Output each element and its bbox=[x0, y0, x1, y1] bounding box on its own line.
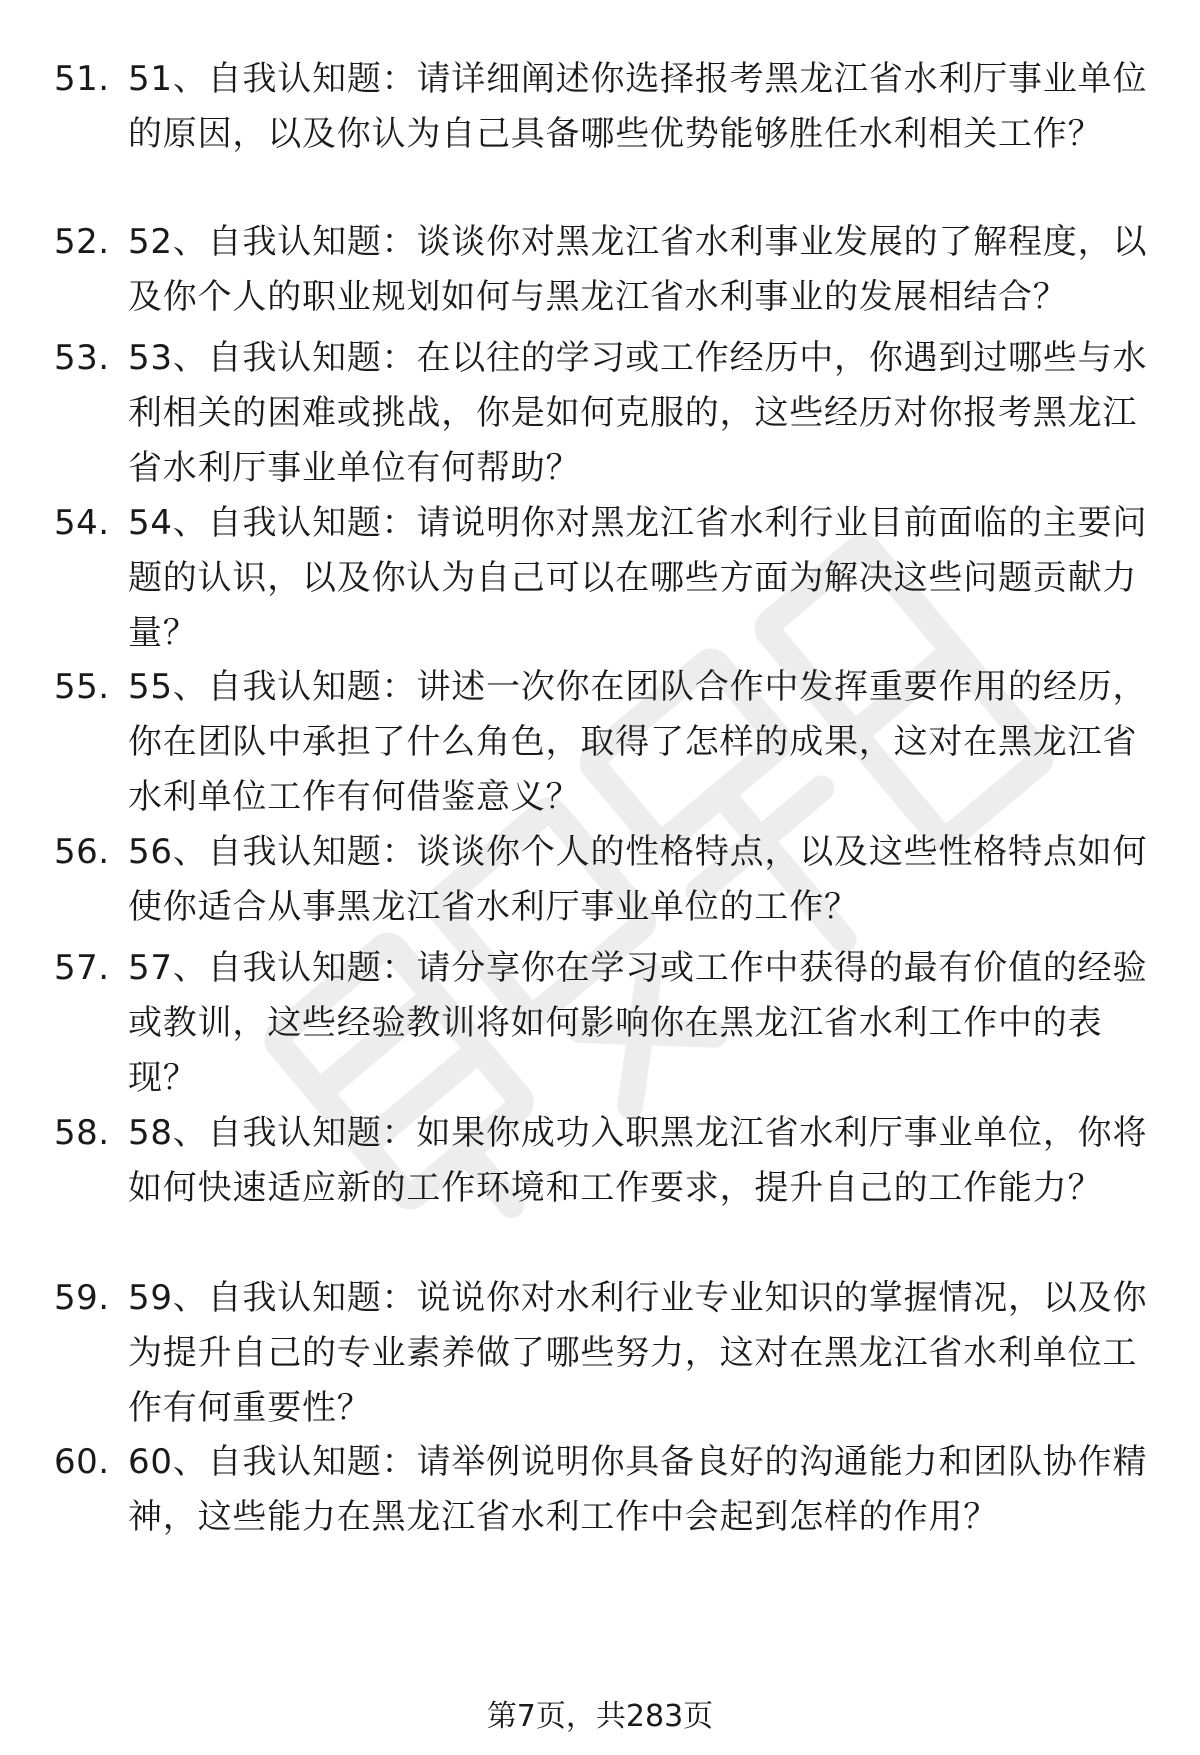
question-number: 60. bbox=[54, 1442, 110, 1482]
question-number: 52. bbox=[54, 222, 110, 262]
question-number: 55. bbox=[54, 667, 110, 707]
question-text: 51、自我认知题：请详细阐述你选择报考黑龙江省水利厅事业单位的原因，以及你认为自己具备哪些优势能够胜任水利相关工作？ bbox=[128, 59, 1148, 154]
page-footer: 第7页，共283页 bbox=[486, 1699, 714, 1734]
question-number: 51. bbox=[54, 59, 110, 99]
question-text: 57、自我认知题：请分享你在学习或工作中获得的最有价值的经验或教训，这些经验教训将如何影响你在黑龙江省水利工作中的表现？ bbox=[128, 948, 1148, 1098]
question-text: 56、自我认知题：谈谈你个人的性格特点，以及这些性格特点如何使你适合从事黑龙江省水利厅事业单位的工作？ bbox=[128, 832, 1148, 927]
question-text: 58、自我认知题：如果你成功入职黑龙江省水利厅事业单位，你将如何快速适应新的工作环境和工作要求，提升自己的工作能力？ bbox=[128, 1113, 1148, 1208]
question-number: 59. bbox=[54, 1278, 110, 1318]
question-text: 60、自我认知题：请举例说明你具备良好的沟通能力和团队协作精神，这些能力在黑龙江省水利工作中会起到怎样的作用？ bbox=[128, 1442, 1148, 1537]
question-text: 52、自我认知题：谈谈你对黑龙江省水利事业发展的了解程度，以及你个人的职业规划如何与黑龙江省水利事业的发展相结合？ bbox=[128, 222, 1148, 317]
question-text: 55、自我认知题：讲述一次你在团队合作中发挥重要作用的经历，你在团队中承担了什么角色，取得了怎样的成果，这对在黑龙江省水利单位工作有何借鉴意义？ bbox=[128, 667, 1148, 817]
question-number: 54. bbox=[54, 503, 110, 543]
question-number: 58. bbox=[54, 1113, 110, 1153]
question-text: 53、自我认知题：在以往的学习或工作经历中，你遇到过哪些与水利相关的困难或挑战，你是如何克服的，这些经历对你报考黑龙江省水利厅事业单位有何帮助？ bbox=[128, 338, 1148, 488]
question-text: 59、自我认知题：说说你对水利行业专业知识的掌握情况，以及你为提升自己的专业素养做了哪些努力，这对在黑龙江省水利单位工作有何重要性？ bbox=[128, 1278, 1148, 1428]
question-text: 54、自我认知题：请说明你对黑龙江省水利行业目前面临的主要问题的认识，以及你认为自己可以在哪些方面为解决这些问题贡献力量？ bbox=[128, 503, 1148, 653]
question-number: 56. bbox=[54, 832, 110, 872]
question-number: 53. bbox=[54, 338, 110, 378]
question-number: 57. bbox=[54, 948, 110, 988]
